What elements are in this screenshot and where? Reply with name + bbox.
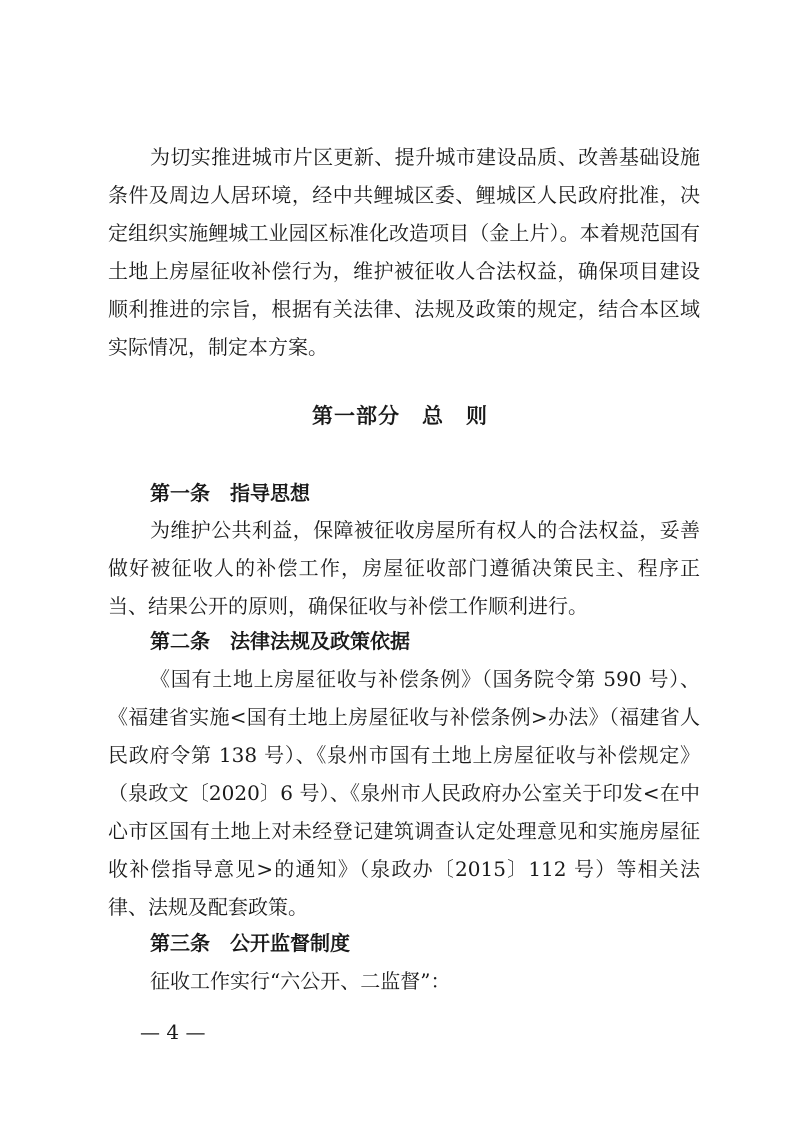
intro-paragraph: 为切实推进城市片区更新、提升城市建设品质、改善基础设施条件及周边人居环境，经中共鲤城区委、鲤城区人民政府批准，决定组织实施鲤城工业园区标准化改造项目（金上片）。本着规范国有土地上房屋征收补偿行为，维护被征收人合法权益，确保项目建设顺利推进的宗旨，根据有关法律、法规及政策的规定，结合本区域实际情况，制定本方案。 [108,145,700,359]
article-3-heading: 第三条 公开监督制度 [150,931,350,955]
section-title: 第一部分 总 则 [312,404,488,428]
article-1-heading: 第一条 指导思想 [150,481,310,505]
article-1-body: 为维护公共利益，保障被征收房屋所有权人的合法权益，妥善做好被征收人的补偿工作，房屋征收部门遵循决策民主、程序正当、结果公开的原则，确保征收与补偿工作顺利进行。 [108,518,700,618]
article-3-body: 征收工作实行“六公开、二监督”： [150,969,451,993]
page-number: — 4 — [140,1020,206,1044]
article-2-heading: 第二条 法律法规及政策依据 [150,629,410,653]
article-2-body: 《国有土地上房屋征收与补偿条例》（国务院令第 590 号）、《福建省实施<国有土地上房屋征收与补偿条例>办法》（福建省人民政府令第 138 号）、《泉州市国有土地上房屋征收与补偿规定》（泉政文〔2020〕6 号）、《泉州市人民政府办公室关于印发<在中心市区国有土地上对未经登记建筑调查认定处理意见和实施房屋征收补偿指导意见>的通知》（泉政办〔2015〕112 号）等相关法律、法规及配套政策。 [108,667,700,919]
